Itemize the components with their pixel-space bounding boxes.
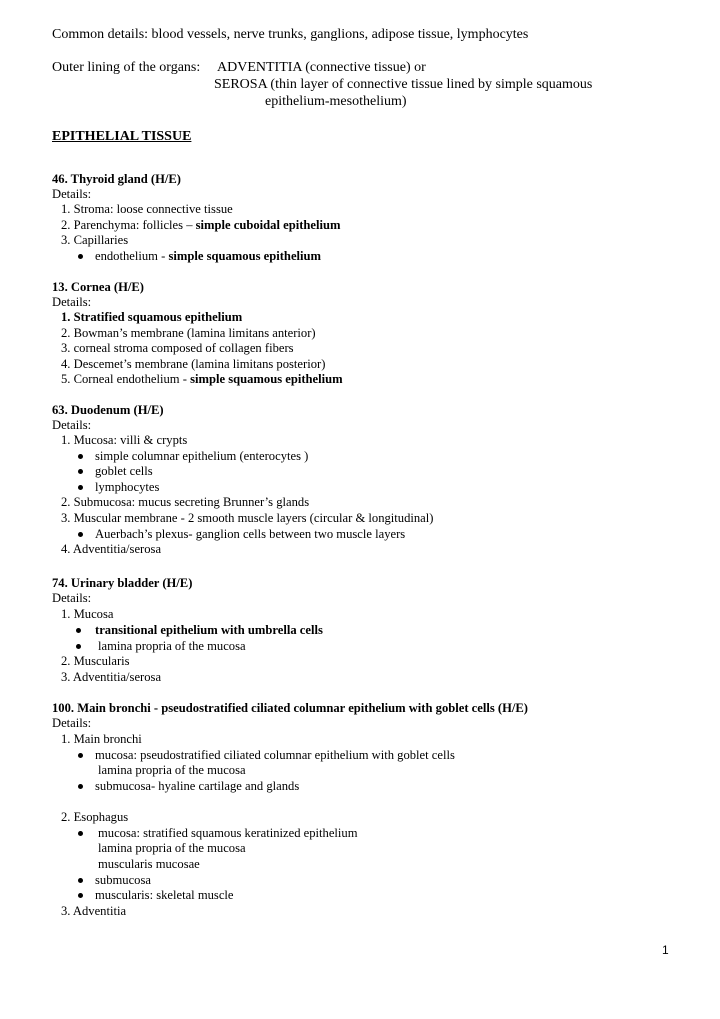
bullet-icon (76, 644, 81, 649)
thyroid-bullet-1 (95, 248, 321, 264)
duodenum-item-1: 1. Mucosa: villi & crypts (61, 433, 188, 447)
bullet-icon (78, 485, 83, 490)
thyroid-title: 46. Thyroid gland (H/E) (52, 172, 182, 186)
bladder-item-2: 2. Muscularis (61, 654, 130, 668)
bronchi-title: 100. Main bronchi - pseudostratified ciliated columnar epithelium with goblet cells (H/E) (52, 701, 528, 715)
bronchi-bullet-2: submucosa- hyaline cartilage and glands (95, 779, 300, 793)
bronchi-bullet-4: submucosa (95, 873, 151, 887)
bronchi-item-1: 1. Main bronchi (61, 732, 142, 746)
bullet-icon (78, 469, 83, 474)
bullet-icon (78, 831, 83, 836)
bronchi-bullet-5: muscularis: skeletal muscle (95, 888, 234, 902)
outer-lining-line-3: epithelium-mesothelium) (265, 94, 407, 109)
bullet-icon (78, 753, 83, 758)
common-details: Common details: blood vessels, nerve trunks, ganglions, adipose tissue, lymphocytes (52, 27, 529, 42)
duodenum-bullet-1: simple columnar epithelium (enterocytes ) (95, 449, 309, 463)
bullet-icon (76, 628, 81, 633)
bronchi-item-2: 2. Esophagus (61, 810, 129, 824)
cornea-item-5-text: 5. Corneal endothelium - (61, 372, 187, 386)
bronchi-bullet-3-cont-1: lamina propria of the mucosa (98, 841, 246, 855)
duodenum-item-2: 2. Submucosa: mucus secreting Brunner’s glands (61, 495, 310, 509)
bullet-icon (78, 532, 83, 537)
bronchi-bullet-1-cont: lamina propria of the mucosa (98, 763, 246, 777)
thyroid-item-3: 3. Capillaries (61, 233, 129, 247)
cornea-title: 13. Cornea (H/E) (52, 280, 144, 294)
thyroid-bullet-1-bold: simple squamous epithelium (168, 249, 322, 263)
bladder-bullet-1: transitional epithelium with umbrella cells (95, 623, 323, 637)
bronchi-item-3: 3. Adventitia (61, 904, 127, 918)
thyroid-item-1: 1. Stroma: loose connective tissue (61, 202, 233, 216)
duodenum-bullet-3: lymphocytes (95, 480, 160, 494)
bladder-title: 74. Urinary bladder (H/E) (52, 576, 193, 590)
bladder-bullet-2: lamina propria of the mucosa (98, 639, 246, 653)
bladder-details-label: Details: (52, 591, 92, 605)
section-title: EPITHELIAL TISSUE (52, 129, 192, 144)
cornea-details-label: Details: (52, 295, 92, 309)
cornea-item-3: 3. corneal stroma composed of collagen fibers (61, 341, 294, 355)
cornea-item-5-bold: simple squamous epithelium (190, 372, 343, 386)
duodenum-bullet-4: Auerbach’s plexus- ganglion cells between two muscle layers (95, 527, 406, 541)
bullet-icon (78, 254, 83, 259)
cornea-item-5 (61, 371, 343, 387)
outer-lining-line-1: ADVENTITIA (connective tissue) or (217, 60, 426, 75)
thyroid-details-label: Details: (52, 187, 92, 201)
cornea-item-4: 4. Descemet’s membrane (lamina limitans posterior) (61, 357, 326, 371)
thyroid-item-2-text: 2. Parenchyma: follicles – (61, 218, 193, 232)
cornea-item-1: 1. Stratified squamous epithelium (61, 310, 243, 324)
thyroid-item-2 (61, 217, 341, 233)
duodenum-details-label: Details: (52, 418, 92, 432)
duodenum-bullet-2: goblet cells (95, 464, 153, 478)
bullet-icon (78, 454, 83, 459)
duodenum-item-3: 3. Muscular membrane - 2 smooth muscle layers (circular & longitudinal) (61, 511, 434, 525)
thyroid-bullet-1-text: endothelium - (95, 249, 166, 263)
thyroid-item-2-bold: simple cuboidal epithelium (195, 218, 341, 232)
bullet-icon (78, 784, 83, 789)
outer-lining-label: Outer lining of the organs: (52, 60, 201, 75)
bronchi-bullet-1: mucosa: pseudostratified ciliated columnar epithelium with goblet cells (95, 748, 455, 762)
duodenum-title: 63. Duodenum (H/E) (52, 403, 164, 417)
outer-lining-line-2: SEROSA (thin layer of connective tissue lined by simple squamous (214, 77, 593, 92)
bullet-icon (78, 878, 83, 883)
bladder-item-3: 3. Adventitia/serosa (61, 670, 162, 684)
bronchi-bullet-3: mucosa: stratified squamous keratinized epithelium (98, 826, 358, 840)
bladder-item-1: 1. Mucosa (61, 607, 114, 621)
bronchi-bullet-3-cont-2: muscularis mucosae (98, 857, 200, 871)
page-number: 1 (662, 943, 669, 957)
bronchi-details-label: Details: (52, 716, 92, 730)
cornea-item-2: 2. Bowman’s membrane (lamina limitans anterior) (61, 326, 316, 340)
duodenum-item-4: 4. Adventitia/serosa (61, 542, 162, 556)
bullet-icon (78, 893, 83, 898)
